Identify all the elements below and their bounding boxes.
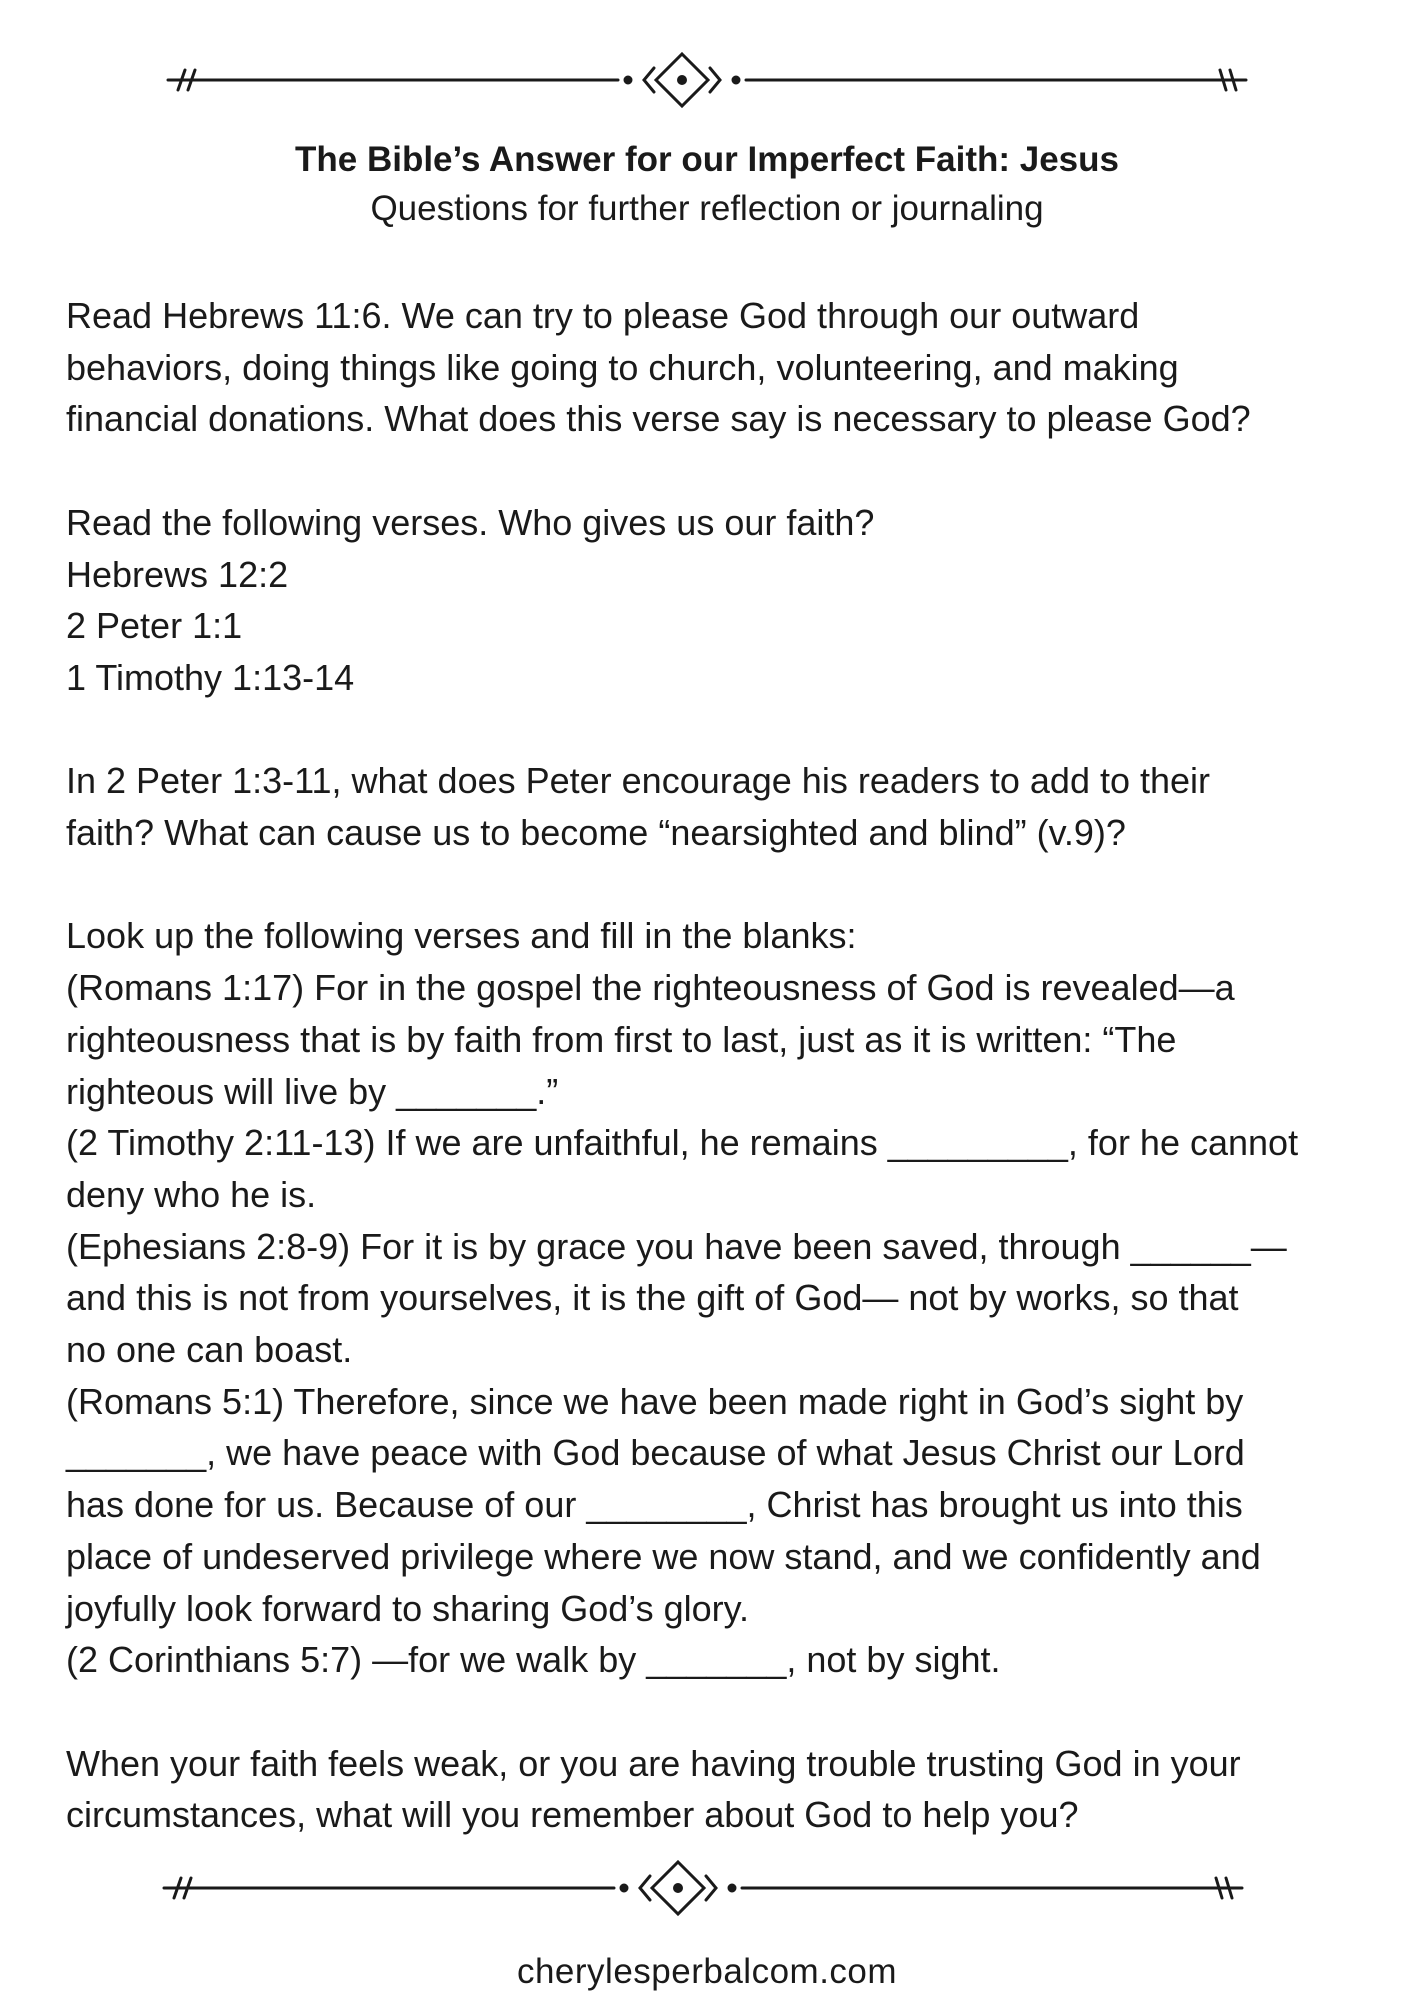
text-line: (2 Timothy 2:11-13) If we are unfaithful, he remains _________, for he cannot	[66, 1122, 1299, 1164]
footer-website-url: cherylesperbalcom.com	[516, 1952, 898, 1991]
text-line: circumstances, what will you remember about God to help you?	[66, 1794, 1079, 1836]
text-line: righteous will live by _______.”	[66, 1070, 559, 1112]
text-line: (Romans 1:17) For in the gospel the righteousness of God is revealed—a	[66, 967, 1235, 1009]
text-line: faith? What can cause us to become “nearsighted and blind” (v.9)?	[66, 812, 1126, 853]
question-hebrews-11-6	[66, 290, 1366, 445]
text-line: Look up the following verses and fill in the blanks:	[66, 915, 857, 957]
text-line: (Romans 5:1) Therefore, since we have been made right in God’s sight by	[66, 1380, 1244, 1422]
page-title: The Bible’s Answer for our Imperfect Faith: Jesus	[295, 140, 1119, 179]
text-line: financial donations. What does this verse say is necessary to please God?	[66, 398, 1251, 440]
verse-reference: 1 Timothy 1:13-14	[66, 656, 355, 698]
text-line: righteousness that is by faith from first to last, just as it is written: “The	[66, 1018, 1177, 1060]
text-line: joyfully look forward to sharing God’s glory.	[66, 1587, 749, 1629]
text-line: _______, we have peace with God because of what Jesus Christ our Lord	[66, 1432, 1245, 1474]
text-line: place of undeserved privilege where we now stand, and we confidently and	[66, 1535, 1261, 1577]
text-line: (2 Corinthians 5:7) —for we walk by _______, not by sight.	[66, 1639, 1001, 1681]
header	[0, 136, 1414, 234]
text-line: behaviors, doing things like going to church, volunteering, and making	[66, 346, 1179, 388]
verse-reference: 2 Peter 1:1	[66, 605, 243, 647]
text-line: When your faith feels weak, or you are having trouble trusting God in your	[66, 1742, 1241, 1784]
page-subtitle: Questions for further reflection or journaling	[370, 189, 1044, 228]
text-line: In 2 Peter 1:3-11, what does Peter encourage his readers to add to their	[66, 760, 1211, 802]
verse-reference: Hebrews 12:2	[66, 553, 289, 595]
questions-body	[66, 290, 1366, 1841]
bottom-ornamental-divider-icon	[150, 1860, 1264, 1920]
text-line: and this is not from yourselves, it is the gift of God— not by works, so that	[66, 1277, 1239, 1319]
text-line: deny who he is.	[66, 1173, 317, 1215]
question-who-gives-faith	[66, 497, 1366, 704]
question-weak-faith	[66, 1738, 1366, 1841]
question-2-peter	[66, 755, 1366, 858]
top-ornamental-divider-icon	[150, 52, 1264, 112]
text-line: (Ephesians 2:8-9) For it is by grace you have been saved, through ______—	[66, 1225, 1287, 1267]
question-fill-in-blanks	[66, 910, 1366, 1686]
text-line: has done for us. Because of our ________, Christ has brought us into this	[66, 1484, 1243, 1526]
text-line: Read Hebrews 11:6. We can try to please God through our outward	[66, 295, 1140, 336]
text-line: Read the following verses. Who gives us our faith?	[66, 501, 875, 543]
text-line: no one can boast.	[66, 1329, 353, 1371]
